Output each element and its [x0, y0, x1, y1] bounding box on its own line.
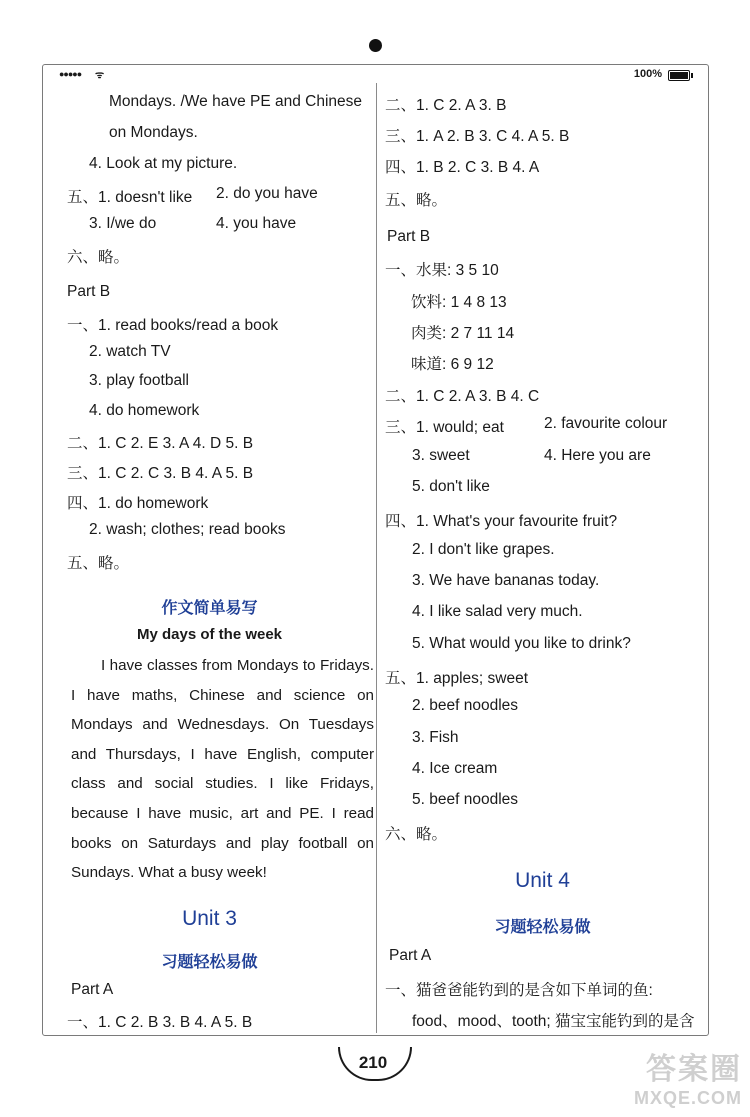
answer-line: 3. Fish — [412, 729, 459, 746]
answer-line: 2. beef noodles — [412, 697, 519, 714]
answer-line: 二、1. C 2. A 3. B 4. C — [385, 388, 540, 405]
answer-line: 六、略。 — [67, 249, 130, 266]
answer-line: 五、1. doesn't like — [67, 189, 193, 206]
answer-line: food、mood、tooth; 猫宝宝能钓到的是含 — [412, 1013, 695, 1030]
top-dot — [369, 39, 382, 52]
tablet-frame — [42, 64, 709, 1036]
page-number-text: 210 — [358, 1053, 388, 1072]
part-b-label: Part B — [387, 228, 431, 245]
answer-line: 五、1. apples; sweet — [385, 670, 529, 687]
answer-line: 饮料: 1 4 8 13 — [411, 294, 507, 311]
answer-line: 2. wash; clothes; read books — [89, 521, 286, 538]
answer-line: 一、1. read books/read a book — [67, 317, 279, 334]
answer-line: 三、1. A 2. B 3. C 4. A 5. B — [385, 128, 570, 145]
answer-line: 2. watch TV — [89, 343, 171, 360]
answer-line: 4. you have — [216, 215, 297, 232]
answer-line: 3. sweet — [412, 447, 470, 464]
answer-line: 三、1. C 2. C 3. B 4. A 5. B — [67, 465, 254, 482]
answer-line: 4. I like salad very much. — [412, 603, 583, 620]
answer-line: 五、略。 — [67, 555, 130, 572]
answer-line: 4. Ice cream — [412, 760, 498, 777]
watermark-logo: 答案圈 — [646, 1053, 742, 1086]
signal-icon: ●●●●● — [59, 69, 82, 79]
answer-line: 肉类: 2 7 11 14 — [411, 325, 515, 342]
answer-line: 味道: 6 9 12 — [411, 356, 494, 373]
answer-line: 5. beef noodles — [412, 791, 519, 808]
answer-line: 六、略。 — [385, 826, 448, 843]
unit-4-subtitle: 习题轻松易做 — [494, 919, 591, 936]
essay-body: I have classes from Mondays to Fridays. I have maths, Chinese and science on Mondays and Wednesdays. On Tuesdays and Thursdays, I have English, computer class and social studies. I like Fridays, because I have music, art and PE. I read books on Saturdays and play football on Sundays. What a busy week! — [71, 657, 374, 882]
answer-line: 一、水果: 3 5 10 — [385, 262, 499, 279]
unit-3-subtitle: 习题轻松易做 — [161, 954, 258, 971]
left-column — [43, 65, 376, 1033]
answer-line: 4. do homework — [89, 402, 200, 419]
answer-line: 4. Look at my picture. — [89, 155, 238, 172]
answer-line: 5. What would you like to drink? — [412, 635, 631, 652]
answer-line: 一、猫爸爸能钓到的是含如下单词的鱼: — [385, 982, 653, 999]
answer-line: 4. Here you are — [544, 447, 651, 464]
battery-percent: 100% — [633, 68, 662, 80]
answer-line: 二、1. C 2. A 3. B — [385, 97, 507, 114]
answer-line: 3. I/we do — [89, 215, 157, 232]
answer-line: 3. play football — [89, 372, 189, 389]
answer-line: 二、1. C 2. E 3. A 4. D 5. B — [67, 435, 254, 452]
answer-line: Mondays. /We have PE and Chinese — [109, 93, 363, 110]
answer-line: 3. We have bananas today. — [412, 572, 600, 589]
answer-line: 四、1. do homework — [67, 495, 209, 512]
unit-3-title: Unit 3 — [182, 907, 237, 930]
answer-line: 2. I don't like grapes. — [412, 541, 555, 558]
answer-line: 五、略。 — [385, 192, 448, 209]
part-a-label: Part A — [71, 981, 114, 998]
watermark — [634, 1044, 742, 1109]
answer-line: 2. favourite colour — [544, 415, 668, 432]
part-b-label: Part B — [67, 283, 111, 300]
part-a-label: Part A — [389, 947, 432, 964]
answer-line: 三、1. would; eat — [385, 419, 504, 436]
wifi-icon: ᯤ — [95, 70, 105, 81]
right-column — [377, 65, 708, 1033]
essay-title: My days of the week — [136, 626, 283, 643]
unit-4-title: Unit 4 — [515, 869, 570, 892]
answer-line: 四、1. B 2. C 3. B 4. A — [385, 159, 540, 176]
watermark-url: MXQE.COM — [633, 1088, 742, 1108]
essay-heading: 作文简单易写 — [161, 600, 258, 617]
answer-line: 2. do you have — [216, 185, 318, 202]
answer-line: 四、1. What's your favourite fruit? — [385, 513, 618, 530]
answer-line: 5. don't like — [412, 478, 490, 495]
answer-line: on Mondays. — [109, 124, 198, 141]
page-number — [338, 1047, 408, 1072]
answer-line: 一、1. C 2. B 3. B 4. A 5. B — [67, 1014, 253, 1031]
